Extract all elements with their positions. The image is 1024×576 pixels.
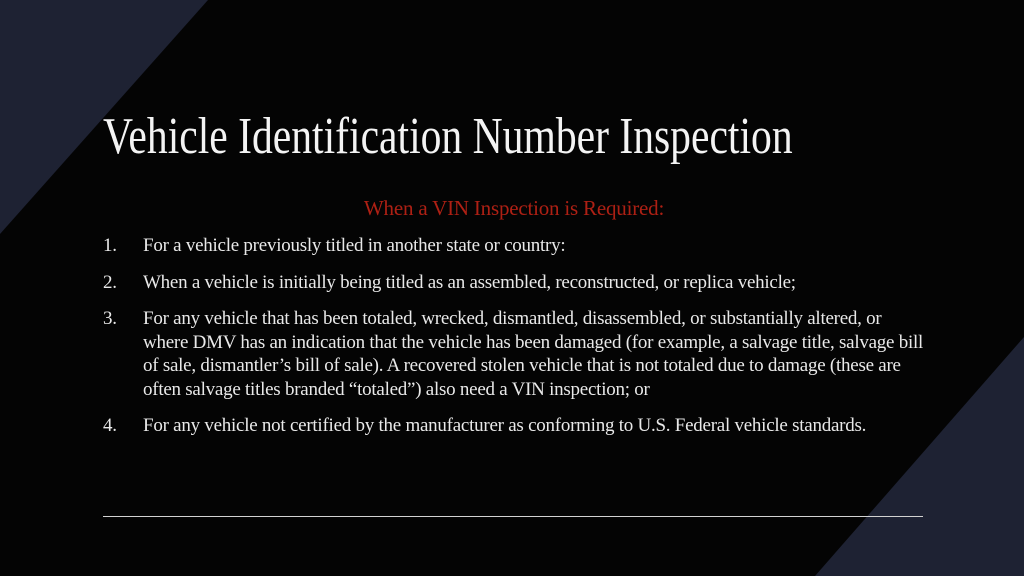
section-heading: When a VIN Inspection is Required:	[363, 196, 665, 220]
list-item-text: For a vehicle previously titled in another state or country:	[143, 235, 566, 256]
list-item	[103, 271, 925, 295]
numbered-list	[103, 234, 925, 438]
list-item-number: 1.	[103, 235, 117, 256]
list-item	[103, 414, 925, 438]
list-item-number: 3.	[103, 308, 117, 329]
divider-line	[103, 516, 923, 517]
list-item	[103, 234, 925, 258]
list-item-text: For any vehicle that has been totaled, wrecked, dismantled, disassembled, or substantially altered, or where DMV has an indication that the vehicle has been damaged (for example, a salvage title, salvage bill of sale, dismantler’s bill of sale). A recovered stolen vehicle that is not totaled due to damage (these are often salvage titles branded “totaled”) also need a VIN inspection; or	[143, 308, 924, 400]
slide-body	[103, 196, 925, 451]
list-item-text: For any vehicle not certified by the manufacturer as conforming to U.S. Federal vehicle standards.	[143, 415, 867, 436]
list-item-text: When a vehicle is initially being titled as an assembled, reconstructed, or replica vehicle;	[143, 271, 796, 293]
list-item-number: 4.	[103, 415, 117, 436]
slide-title: Vehicle Identification Number Inspection	[103, 107, 793, 165]
list-item-number: 2.	[103, 271, 117, 293]
list-item	[103, 307, 925, 401]
